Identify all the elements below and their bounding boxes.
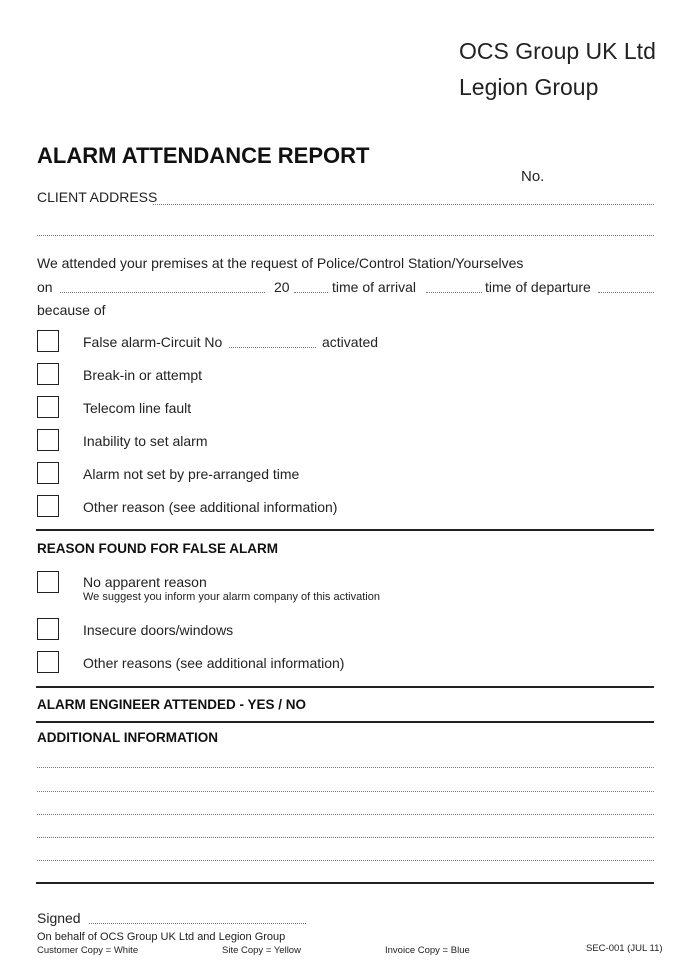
additional-info-heading: ADDITIONAL INFORMATION (37, 730, 218, 745)
cause-break-in-label: Break-in or attempt (83, 367, 203, 383)
year-field[interactable] (294, 292, 328, 293)
engineer-attended-heading[interactable]: ALARM ENGINEER ATTENDED - YES / NO (37, 697, 307, 712)
cause-telecom-fault-label: Telecom line fault (83, 400, 192, 416)
because-of-label: because of (37, 302, 106, 318)
cause-not-set-by-time-label: Alarm not set by pre-arranged time (83, 466, 300, 482)
attendance-intro: We attended your premises at the request of Police/Control Station/Yourselves (37, 255, 524, 271)
customer-copy-label: Customer Copy = White (37, 945, 139, 956)
cause-false-alarm-label: False alarm-Circuit No (83, 334, 223, 350)
checkbox-other-reason[interactable] (37, 495, 59, 517)
cause-other-reason-label: Other reason (see additional information) (83, 499, 338, 515)
company-name-line2: Legion Group (459, 74, 599, 100)
company-name-line1: OCS Group UK Ltd (459, 38, 656, 64)
additional-info-line-5[interactable] (37, 860, 654, 861)
checkbox-telecom-fault[interactable] (37, 396, 59, 418)
reason-no-apparent-note: We suggest you inform your alarm company of this activation (83, 591, 380, 603)
client-address-line-1[interactable] (153, 204, 654, 205)
year-label: 20 (274, 279, 290, 295)
checkbox-no-apparent-reason[interactable] (37, 571, 59, 593)
checkbox-false-alarm[interactable] (37, 330, 59, 352)
report-title: ALARM ATTENDANCE REPORT (37, 143, 370, 168)
signature-field[interactable] (89, 923, 306, 924)
checkbox-inability-to-set[interactable] (37, 429, 59, 451)
form-code: SEC-001 (JUL 11) (586, 943, 663, 954)
reason-no-apparent-label: No apparent reason (83, 574, 207, 590)
client-address-label: CLIENT ADDRESS (37, 189, 158, 205)
date-field[interactable] (60, 292, 265, 293)
reason-heading: REASON FOUND FOR FALSE ALARM (37, 541, 278, 556)
departure-label: time of departure (485, 279, 591, 295)
section-divider (36, 882, 654, 884)
reason-insecure-doors-label: Insecure doors/windows (83, 622, 234, 638)
client-address-line-2[interactable] (37, 235, 654, 236)
arrival-label: time of arrival (332, 279, 417, 295)
arrival-time-field[interactable] (426, 292, 482, 293)
additional-info-line-2[interactable] (37, 791, 654, 792)
checkbox-break-in[interactable] (37, 363, 59, 385)
additional-info-line-3[interactable] (37, 814, 654, 815)
signed-label: Signed (37, 910, 81, 926)
additional-info-line-1[interactable] (37, 767, 654, 768)
departure-time-field[interactable] (598, 292, 654, 293)
section-divider (36, 529, 654, 531)
site-copy-label: Site Copy = Yellow (222, 945, 301, 956)
checkbox-insecure-doors[interactable] (37, 618, 59, 640)
invoice-copy-label: Invoice Copy = Blue (385, 945, 470, 956)
checkbox-not-set-by-time[interactable] (37, 462, 59, 484)
reason-other-label: Other reasons (see additional information) (83, 655, 345, 671)
section-divider (36, 686, 654, 688)
report-number-label: No. (521, 168, 545, 185)
date-on-label: on (37, 279, 53, 295)
on-behalf-text: On behalf of OCS Group UK Ltd and Legion Group (37, 931, 286, 943)
additional-info-line-4[interactable] (37, 837, 654, 838)
checkbox-other-reasons[interactable] (37, 651, 59, 673)
cause-inability-to-set-label: Inability to set alarm (83, 433, 208, 449)
cause-false-alarm-suffix: activated (322, 334, 379, 350)
section-divider (36, 721, 654, 723)
circuit-number-field[interactable] (229, 347, 316, 348)
